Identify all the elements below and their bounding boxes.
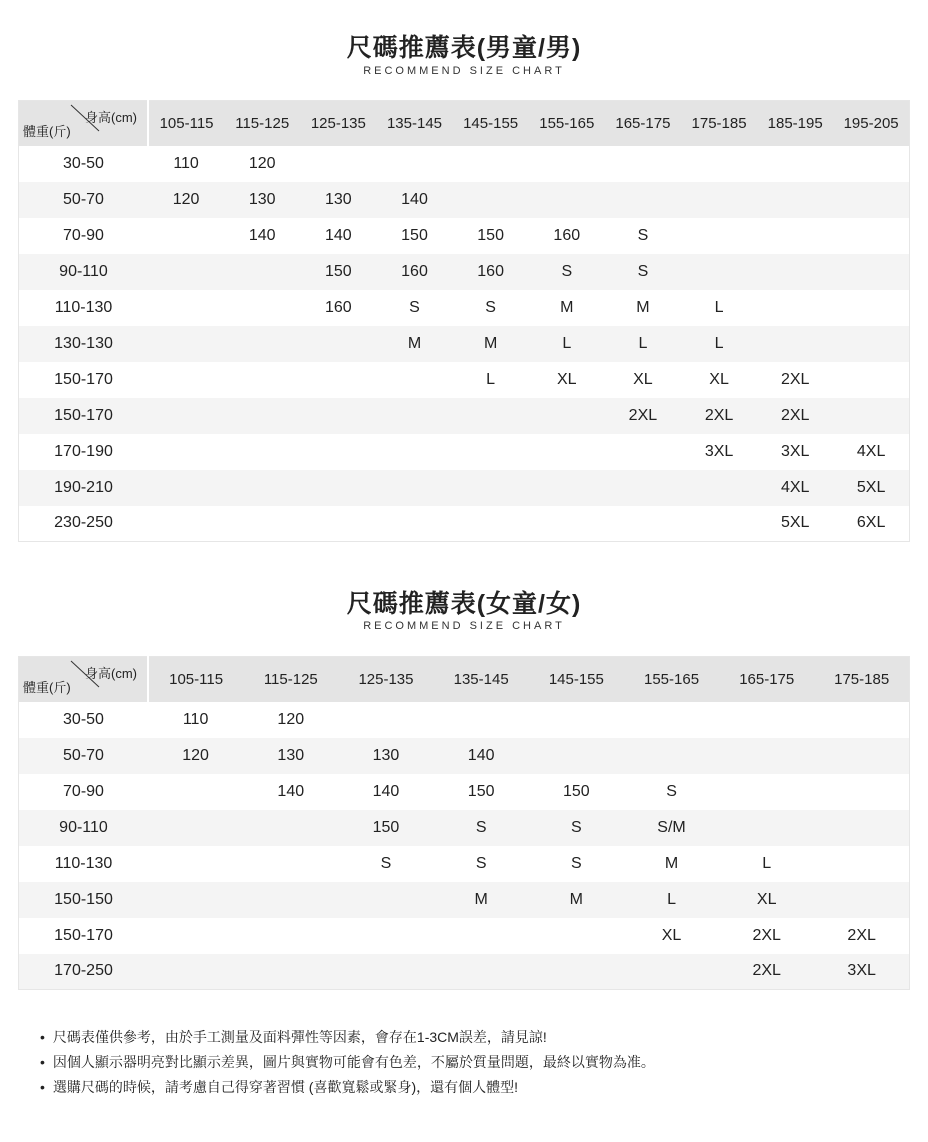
size-cell: 140: [248, 226, 276, 244]
size-cell: 150: [467, 782, 495, 800]
size-cell: [224, 470, 300, 506]
size-cell: S: [409, 298, 420, 316]
size-cell: XL: [709, 370, 729, 388]
size-cell: [833, 182, 909, 218]
size-cell: 140: [277, 782, 305, 800]
table-row: [19, 702, 910, 738]
height-column-header: 185-195: [767, 114, 823, 132]
size-cell: S: [380, 854, 392, 872]
size-cell: [243, 918, 338, 954]
size-cell: [719, 810, 814, 846]
size-cell: L: [714, 298, 724, 316]
size-cell: [757, 254, 833, 290]
size-cell: [529, 146, 605, 182]
size-cell: 6XL: [856, 514, 886, 532]
table-row: [19, 182, 910, 218]
size-cell: [624, 954, 719, 990]
size-cell: 2XL: [780, 370, 810, 388]
table-row: [19, 470, 910, 506]
note-item: • 因個人顯示器明亮對比顯示差異，圖片與實物可能會有色差，不屬於質量問題，最終以實物為准。: [40, 1050, 655, 1075]
size-cell: [148, 362, 224, 398]
size-cell: [757, 290, 833, 326]
size-cell: [243, 882, 338, 918]
height-column-header: 195-205: [843, 114, 899, 132]
size-cell: 2XL: [704, 406, 734, 424]
size-cell: [300, 326, 376, 362]
size-cell: [434, 954, 529, 990]
size-cell: S: [571, 854, 582, 872]
table-row: [19, 918, 910, 954]
size-cell: 2XL: [628, 406, 658, 424]
height-column-header: 145-155: [548, 670, 604, 688]
size-cell: [434, 702, 529, 738]
size-cell: [529, 434, 605, 470]
size-cell: [681, 506, 757, 542]
size-cell: [338, 882, 433, 918]
size-cell: [757, 326, 833, 362]
header-row: [19, 657, 910, 702]
table-row: [19, 398, 910, 434]
size-cell: [376, 506, 452, 542]
size-cell: M: [560, 298, 574, 316]
table-row: [19, 362, 910, 398]
height-column-header: 135-145: [453, 670, 509, 688]
size-cell: [757, 146, 833, 182]
size-cell: 2XL: [847, 926, 876, 944]
size-cell: [605, 506, 681, 542]
size-cell: [529, 506, 605, 542]
size-cell: 150: [325, 262, 352, 280]
size-cell: [833, 146, 909, 182]
size-cell: [148, 326, 224, 362]
size-cell: [434, 918, 529, 954]
size-cell: S: [637, 226, 649, 244]
size-cell: [148, 434, 224, 470]
weight-cell: 170-250: [54, 962, 113, 980]
size-cell: [300, 434, 376, 470]
size-cell: [148, 398, 224, 434]
height-column-header: 115-125: [235, 114, 290, 132]
table-row: [19, 506, 910, 542]
size-cell: L: [667, 890, 676, 908]
size-cell: [529, 954, 624, 990]
weight-cell: 70-90: [63, 226, 104, 244]
height-column-header: 165-175: [739, 670, 795, 688]
size-cell: L: [762, 854, 772, 872]
size-cell: [681, 470, 757, 506]
size-cell: [224, 362, 300, 398]
size-cell: [148, 918, 243, 954]
size-cell: 2XL: [752, 926, 781, 944]
table-row: [19, 738, 910, 774]
note-item: • 尺碼表僅供參考，由於手工測量及面料彈性等因素，會存在1-3CM誤差，請見諒!: [40, 1025, 655, 1050]
size-cell: [814, 738, 909, 774]
size-cell: [814, 774, 909, 810]
size-cell: [529, 918, 624, 954]
size-cell: S: [571, 818, 582, 836]
size-cell: [833, 398, 909, 434]
size-cell: 130: [248, 190, 276, 208]
size-cell: [148, 882, 243, 918]
size-cell: [376, 362, 452, 398]
size-cell: [529, 738, 624, 774]
note-item: • 選購尺碼的時候，請考慮自己得穿著習慣 (喜歡寬鬆或緊身)，還有個人體型!: [40, 1075, 655, 1100]
size-cell: 120: [248, 154, 276, 172]
size-cell: [605, 434, 681, 470]
size-cell: 140: [401, 190, 428, 208]
size-cell: L: [562, 334, 572, 352]
size-cell: [624, 702, 719, 738]
size-cell: [529, 702, 624, 738]
table-row: [19, 774, 910, 810]
size-cell: 4XL: [856, 442, 886, 460]
corner-header: [19, 657, 149, 702]
size-cell: [833, 218, 909, 254]
size-cell: [719, 702, 814, 738]
size-cell: XL: [556, 370, 577, 388]
weight-cell: 110-130: [54, 298, 113, 316]
size-cell: 110: [182, 710, 209, 728]
size-cell: [224, 506, 300, 542]
size-cell: M: [664, 854, 679, 872]
table-row: [19, 810, 910, 846]
table-row: [19, 254, 910, 290]
size-cell: 140: [325, 226, 352, 244]
size-cell: 3XL: [847, 962, 876, 980]
size-cell: 160: [325, 298, 352, 316]
weight-cell: 50-70: [63, 190, 104, 208]
size-cell: L: [714, 334, 724, 352]
male-chart-subtitle: RECOMMEND SIZE CHART: [363, 65, 565, 77]
size-cell: S: [561, 262, 573, 280]
size-cell: [719, 738, 814, 774]
size-cell: [148, 290, 224, 326]
size-cell: [224, 290, 300, 326]
size-cell: [453, 182, 529, 218]
size-cell: [453, 506, 529, 542]
height-column-header: 105-115: [169, 670, 224, 688]
size-cell: M: [407, 334, 422, 352]
size-cell: [300, 470, 376, 506]
size-cell: 150: [372, 818, 400, 836]
table-row: [19, 846, 910, 882]
size-cell: [833, 326, 909, 362]
size-cell: XL: [661, 926, 682, 944]
size-cell: 3XL: [780, 442, 810, 460]
male-size-table: [18, 100, 910, 542]
height-column-header: 125-135: [358, 670, 414, 688]
size-cell: S/M: [657, 818, 686, 836]
size-cell: [624, 738, 719, 774]
size-cell: S: [485, 298, 496, 316]
size-cell: [757, 182, 833, 218]
height-column-header: 125-135: [310, 114, 366, 132]
height-label: 身高(cm): [85, 666, 137, 681]
size-cell: L: [486, 370, 496, 388]
size-cell: [338, 954, 433, 990]
height-column-header: 145-155: [463, 114, 519, 132]
size-cell: 2XL: [752, 962, 781, 980]
size-cell: [376, 434, 452, 470]
size-cell: XL: [633, 370, 653, 388]
weight-cell: 150-170: [54, 370, 113, 388]
size-cell: [243, 846, 338, 882]
size-cell: [453, 470, 529, 506]
weight-cell: 30-50: [63, 710, 104, 728]
size-cell: 4XL: [780, 478, 810, 496]
size-cell: 130: [372, 746, 400, 764]
weight-cell: 150-150: [54, 890, 113, 908]
size-cell: [300, 398, 376, 434]
height-column-header: 155-165: [539, 114, 595, 132]
size-cell: [148, 774, 243, 810]
size-cell: M: [483, 334, 498, 352]
size-cell: 140: [372, 782, 400, 800]
size-cell: [833, 290, 909, 326]
weight-cell: 90-110: [59, 818, 108, 836]
size-cell: [300, 506, 376, 542]
size-cell: 130: [277, 746, 305, 764]
size-cell: [529, 182, 605, 218]
size-cell: [814, 882, 909, 918]
notes-list: [40, 1025, 655, 1100]
size-cell: [605, 182, 681, 218]
size-cell: [681, 182, 757, 218]
size-cell: 120: [172, 190, 200, 208]
size-cell: XL: [756, 890, 777, 908]
height-column-header: 105-115: [159, 114, 214, 132]
table-row: [19, 218, 910, 254]
size-cell: [833, 254, 909, 290]
size-cell: [605, 470, 681, 506]
size-cell: [148, 218, 224, 254]
size-cell: [681, 146, 757, 182]
size-cell: [376, 470, 452, 506]
female-size-table: [18, 656, 910, 990]
height-column-header: 175-185: [691, 114, 747, 132]
size-cell: [224, 254, 300, 290]
size-cell: [529, 398, 605, 434]
size-cell: [338, 702, 433, 738]
size-cell: S: [475, 818, 487, 836]
size-cell: [814, 846, 909, 882]
size-cell: [148, 254, 224, 290]
table-row: [19, 326, 910, 362]
weight-cell: 110-130: [54, 854, 113, 872]
size-cell: [814, 702, 909, 738]
size-cell: [529, 470, 605, 506]
size-cell: 110: [173, 154, 199, 172]
size-cell: [376, 398, 452, 434]
corner-header: [19, 101, 149, 146]
size-cell: M: [569, 890, 583, 908]
size-cell: M: [474, 890, 488, 908]
size-cell: [833, 362, 909, 398]
size-cell: [814, 810, 909, 846]
size-cell: 120: [182, 746, 209, 764]
size-cell: M: [636, 298, 650, 316]
size-cell: 150: [401, 226, 428, 244]
size-cell: 5XL: [856, 478, 886, 496]
size-cell: [148, 810, 243, 846]
size-cell: [243, 954, 338, 990]
size-cell: [300, 146, 376, 182]
weight-cell: 90-110: [59, 262, 108, 280]
size-cell: [453, 434, 529, 470]
size-cell: 2XL: [780, 406, 810, 424]
table-row: [19, 290, 910, 326]
weight-cell: 70-90: [63, 782, 104, 800]
size-cell: 160: [477, 262, 504, 280]
size-cell: [757, 218, 833, 254]
height-column-header: 175-185: [834, 670, 890, 688]
height-column-header: 165-175: [615, 114, 671, 132]
size-cell: 150: [477, 226, 504, 244]
size-cell: [148, 470, 224, 506]
size-cell: 3XL: [704, 442, 734, 460]
size-cell: S: [475, 854, 487, 872]
size-cell: 130: [325, 190, 352, 208]
size-cell: 120: [277, 710, 305, 728]
table-row: [19, 146, 910, 182]
size-cell: 140: [467, 746, 495, 764]
female-chart-title: 尺碼推薦表(女童/女): [346, 590, 582, 618]
size-cell: 5XL: [780, 514, 810, 532]
table-row: [19, 954, 910, 990]
size-cell: S: [637, 262, 649, 280]
size-cell: [224, 434, 300, 470]
height-label: 身高(cm): [85, 110, 137, 125]
weight-cell: 150-170: [54, 406, 113, 424]
weight-cell: 190-210: [54, 478, 113, 496]
height-column-header: 115-125: [263, 670, 318, 688]
weight-cell: 230-250: [54, 514, 113, 532]
size-cell: [719, 774, 814, 810]
weight-cell: 30-50: [63, 154, 104, 172]
size-cell: [148, 506, 224, 542]
table-row: [19, 434, 910, 470]
size-cell: [300, 362, 376, 398]
weight-cell: 130-130: [54, 334, 113, 352]
female-chart-subtitle: RECOMMEND SIZE CHART: [363, 620, 565, 632]
height-column-header: 135-145: [386, 114, 443, 132]
weight-cell: 150-170: [54, 926, 113, 944]
header-row: [19, 101, 910, 146]
weight-cell: 50-70: [63, 746, 104, 764]
size-cell: [681, 218, 757, 254]
weight-cell: 170-190: [54, 442, 113, 460]
weight-label: 體重(斤): [23, 123, 71, 139]
table-row: [19, 882, 910, 918]
size-cell: [376, 146, 452, 182]
size-cell: [453, 146, 529, 182]
size-cell: [243, 810, 338, 846]
size-cell: S: [666, 782, 677, 800]
weight-label: 體重(斤): [23, 679, 71, 695]
size-cell: [148, 846, 243, 882]
size-cell: 160: [401, 262, 428, 280]
male-chart-title: 尺碼推薦表(男童/男): [346, 34, 582, 62]
size-cell: [338, 918, 433, 954]
size-cell: [224, 398, 300, 434]
height-column-header: 155-165: [644, 670, 700, 688]
size-cell: [605, 146, 681, 182]
size-cell: [681, 254, 757, 290]
size-cell: [224, 326, 300, 362]
size-cell: L: [638, 334, 648, 352]
size-cell: 160: [553, 226, 581, 244]
size-cell: [453, 398, 529, 434]
size-cell: 150: [562, 782, 590, 800]
size-cell: [148, 954, 243, 990]
